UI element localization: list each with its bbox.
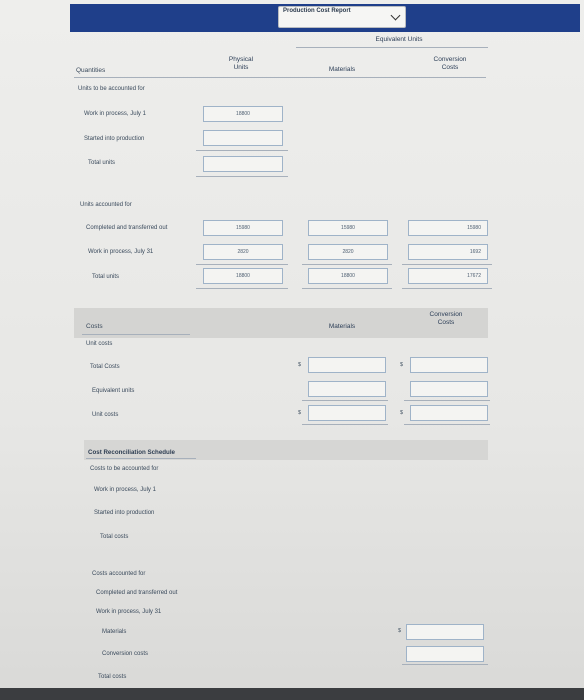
- wip31-conversion-input[interactable]: 1692: [408, 244, 488, 260]
- total-units-label: Total units: [88, 160, 116, 166]
- materials-unit-costs-input[interactable]: [308, 405, 386, 421]
- quantities-underline: [74, 77, 486, 78]
- rec-materials-label: Materials: [102, 629, 127, 635]
- eu-divider-conversion: [404, 400, 490, 401]
- header-divider: [296, 47, 488, 48]
- rec-conversion-label: Conversion costs: [102, 651, 149, 657]
- rec-total-costs-label: Total costs: [100, 534, 129, 540]
- materials-header: Materials: [328, 66, 356, 73]
- costs-materials-header: Materials: [328, 323, 356, 330]
- costs-label: Costs: [441, 64, 459, 71]
- total-underline-materials: [302, 288, 392, 289]
- total-underline-conversion: [402, 288, 492, 289]
- wip-july1-physical-input[interactable]: 18800: [203, 106, 283, 122]
- completed-materials-input[interactable]: 15980: [308, 220, 388, 236]
- costs-costs-label: Costs: [437, 319, 455, 326]
- rec-wip-july1-label: Work in process, July 1: [94, 487, 156, 493]
- costs-underline: [82, 334, 190, 335]
- started-physical-input[interactable]: [203, 130, 283, 146]
- costs-conversion-header: [416, 311, 476, 327]
- accounted-divider-materials: [302, 264, 392, 265]
- completed-label: Completed and transferred out: [86, 225, 168, 231]
- units-accounted-heading: Units accounted for: [80, 202, 132, 208]
- conversion-label: Conversion: [433, 56, 467, 63]
- total-double-underline: [196, 176, 288, 177]
- costs-conversion-label: Conversion: [429, 311, 463, 318]
- total-materials-input[interactable]: 18800: [308, 268, 388, 284]
- dollar-sign: $: [298, 410, 302, 416]
- wip31-physical-input[interactable]: 2820: [203, 244, 283, 260]
- rec-wip-july31-label: Work in process, July 31: [96, 609, 162, 615]
- completed-physical-input[interactable]: 15980: [203, 220, 283, 236]
- rec-started-label: Started into production: [94, 510, 155, 516]
- units-label: Units: [233, 64, 249, 71]
- physical-units-header: [214, 56, 268, 72]
- total-units-physical-input[interactable]: [203, 156, 283, 172]
- reconciliation-heading: Cost Reconciliation Schedule: [88, 449, 175, 456]
- equivalent-units-label: Equivalent units: [92, 388, 135, 394]
- total-underline-physical: [196, 288, 288, 289]
- wip-july1-label: Work in process, July 1: [84, 111, 146, 117]
- total-physical-input[interactable]: 18800: [203, 268, 283, 284]
- wip31-materials-input[interactable]: 2820: [308, 244, 388, 260]
- started-label: Started into production: [84, 136, 145, 142]
- total-units-accounted-label: Total units: [92, 274, 120, 280]
- rec-conversion-input[interactable]: [406, 646, 484, 662]
- dollar-sign: $: [298, 362, 302, 368]
- conversion-total-costs-input[interactable]: [410, 357, 488, 373]
- conversion-equivalent-units-input[interactable]: [410, 381, 488, 397]
- total-costs-label: Total Costs: [90, 364, 120, 370]
- wip-july31-label: Work in process, July 31: [88, 249, 154, 255]
- accounted-divider-conversion: [402, 264, 492, 265]
- materials-total-costs-input[interactable]: [308, 357, 386, 373]
- conversion-unit-costs-input[interactable]: [410, 405, 488, 421]
- eu-divider-materials: [302, 400, 388, 401]
- reconciliation-underline: [86, 458, 196, 459]
- total-conversion-input[interactable]: 17672: [408, 268, 488, 284]
- total-divider: [196, 150, 288, 151]
- completed-conversion-input[interactable]: 15980: [408, 220, 488, 236]
- equivalent-units-header: Equivalent Units: [375, 36, 423, 43]
- accounted-divider-physical: [196, 264, 288, 265]
- costs-to-account-heading: Costs to be accounted for: [90, 466, 159, 472]
- physical-label: Physical: [228, 56, 254, 63]
- dollar-sign: $: [398, 628, 402, 634]
- uc-underline-materials: [302, 424, 388, 425]
- dollar-sign: $: [400, 362, 404, 368]
- costs-heading: Costs: [86, 323, 103, 330]
- conversion-costs-header: [420, 56, 480, 72]
- rec-completed-label: Completed and transferred out: [96, 590, 178, 596]
- rec-materials-input[interactable]: [406, 624, 484, 640]
- dollar-sign: $: [400, 410, 404, 416]
- units-to-account-heading: Units to be accounted for: [78, 86, 145, 92]
- report-title-dropdown[interactable]: Production Cost Report: [278, 6, 406, 28]
- bottom-edge: [0, 688, 584, 700]
- uc-underline-conversion: [404, 424, 490, 425]
- rec-total-costs2-label: Total costs: [98, 674, 127, 680]
- unit-costs-label: Unit costs: [92, 412, 119, 418]
- quantities-heading: Quantities: [76, 67, 106, 74]
- costs-accounted-heading: Costs accounted for: [92, 571, 146, 577]
- rec-divider: [402, 664, 488, 665]
- unit-costs-heading: Unit costs: [86, 341, 113, 347]
- materials-equivalent-units-input[interactable]: [308, 381, 386, 397]
